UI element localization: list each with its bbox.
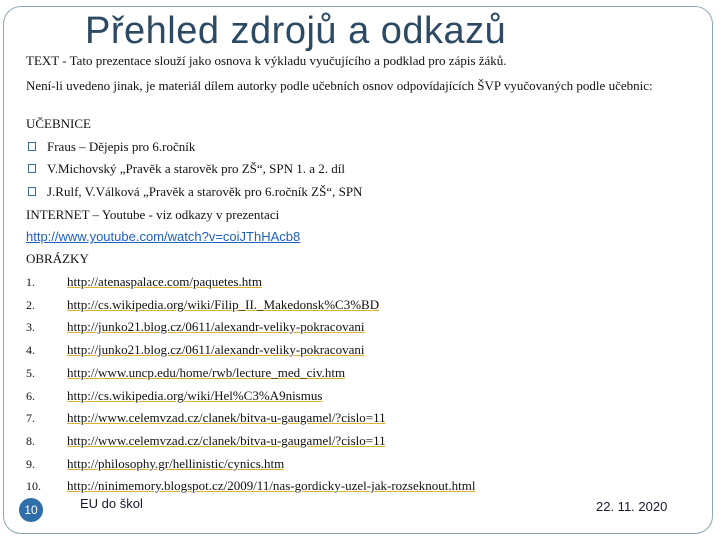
footer-date: 22. 11. 2020 bbox=[596, 499, 668, 514]
image-source-number: 7. bbox=[26, 411, 35, 425]
image-source-number: 2. bbox=[26, 298, 35, 312]
image-source-link[interactable]: http://junko21.blog.cz/0611/alexandr-veliky-pokracovani bbox=[67, 319, 365, 334]
image-source-link[interactable]: http://www.celemvzad.cz/clanek/bitva-u-gaugamel/?cislo=11 bbox=[67, 433, 386, 448]
image-source-number: 8. bbox=[26, 434, 35, 448]
image-source-number: 1. bbox=[26, 275, 35, 289]
images-heading: OBRÁZKY bbox=[26, 251, 89, 266]
image-source-link[interactable]: http://ninimemory.blogspot.cz/2009/11/nas-gordicky-uzel-jak-rozseknout.html bbox=[67, 478, 476, 493]
checkbox-bullet-icon bbox=[28, 164, 36, 173]
footer-text: EU do škol bbox=[80, 496, 143, 511]
textbooks-heading: UČEBNICE bbox=[26, 116, 91, 131]
textbook-item: V.Michovský „Pravěk a starověk pro ZŠ“, SPN 1. a 2. díl bbox=[47, 161, 346, 176]
checkbox-bullet-icon bbox=[28, 142, 36, 151]
image-source-number: 4. bbox=[26, 343, 35, 357]
textbook-item: Fraus – Dějepis pro 6.ročník bbox=[47, 139, 196, 154]
image-source-link[interactable]: http://www.celemvzad.cz/clanek/bitva-u-gaugamel/?cislo=11 bbox=[67, 410, 386, 425]
page-number-badge: 10 bbox=[19, 498, 43, 522]
image-source-link[interactable]: http://cs.wikipedia.org/wiki/Filip_II._Makedonsk%C3%BD bbox=[67, 297, 380, 312]
source-note: Není-li uvedeno jinak, je materiál dílem autorky podle učebních osnov odpovídajících ŠVP vyučovaných podle učebnic: bbox=[26, 78, 653, 93]
image-source-link[interactable]: http://cs.wikipedia.org/wiki/Hel%C3%A9nismus bbox=[67, 388, 323, 403]
internet-line: INTERNET – Youtube - viz odkazy v prezentaci bbox=[26, 207, 280, 222]
image-source-number: 3. bbox=[26, 320, 35, 334]
textbook-item: J.Rulf, V.Válková „Pravěk a starověk pro 6.ročník ZŠ“, SPN bbox=[47, 184, 363, 199]
slide-title: Přehled zdrojů a odkazů bbox=[85, 10, 507, 52]
checkbox-bullet-icon bbox=[28, 187, 36, 196]
image-source-link[interactable]: http://atenaspalace.com/paquetes.htm bbox=[67, 274, 262, 289]
image-source-link[interactable]: http://www.uncp.edu/home/rwb/lecture_med_civ.htm bbox=[67, 365, 346, 380]
image-source-link[interactable]: http://junko21.blog.cz/0611/alexandr-veliky-pokracovani bbox=[67, 342, 365, 357]
image-source-number: 5. bbox=[26, 366, 35, 380]
image-source-number: 6. bbox=[26, 389, 35, 403]
image-source-link[interactable]: http://philosophy.gr/hellinistic/cynics.htm bbox=[67, 456, 285, 471]
intro-text: TEXT - Tato prezentace slouží jako osnova k výkladu vyučujícího a podklad pro zápis žáků. bbox=[26, 53, 507, 68]
image-source-number: 10. bbox=[26, 479, 41, 493]
youtube-link[interactable]: http://www.youtube.com/watch?v=coiJThHAcb8 bbox=[26, 229, 301, 244]
image-source-number: 9. bbox=[26, 457, 35, 471]
